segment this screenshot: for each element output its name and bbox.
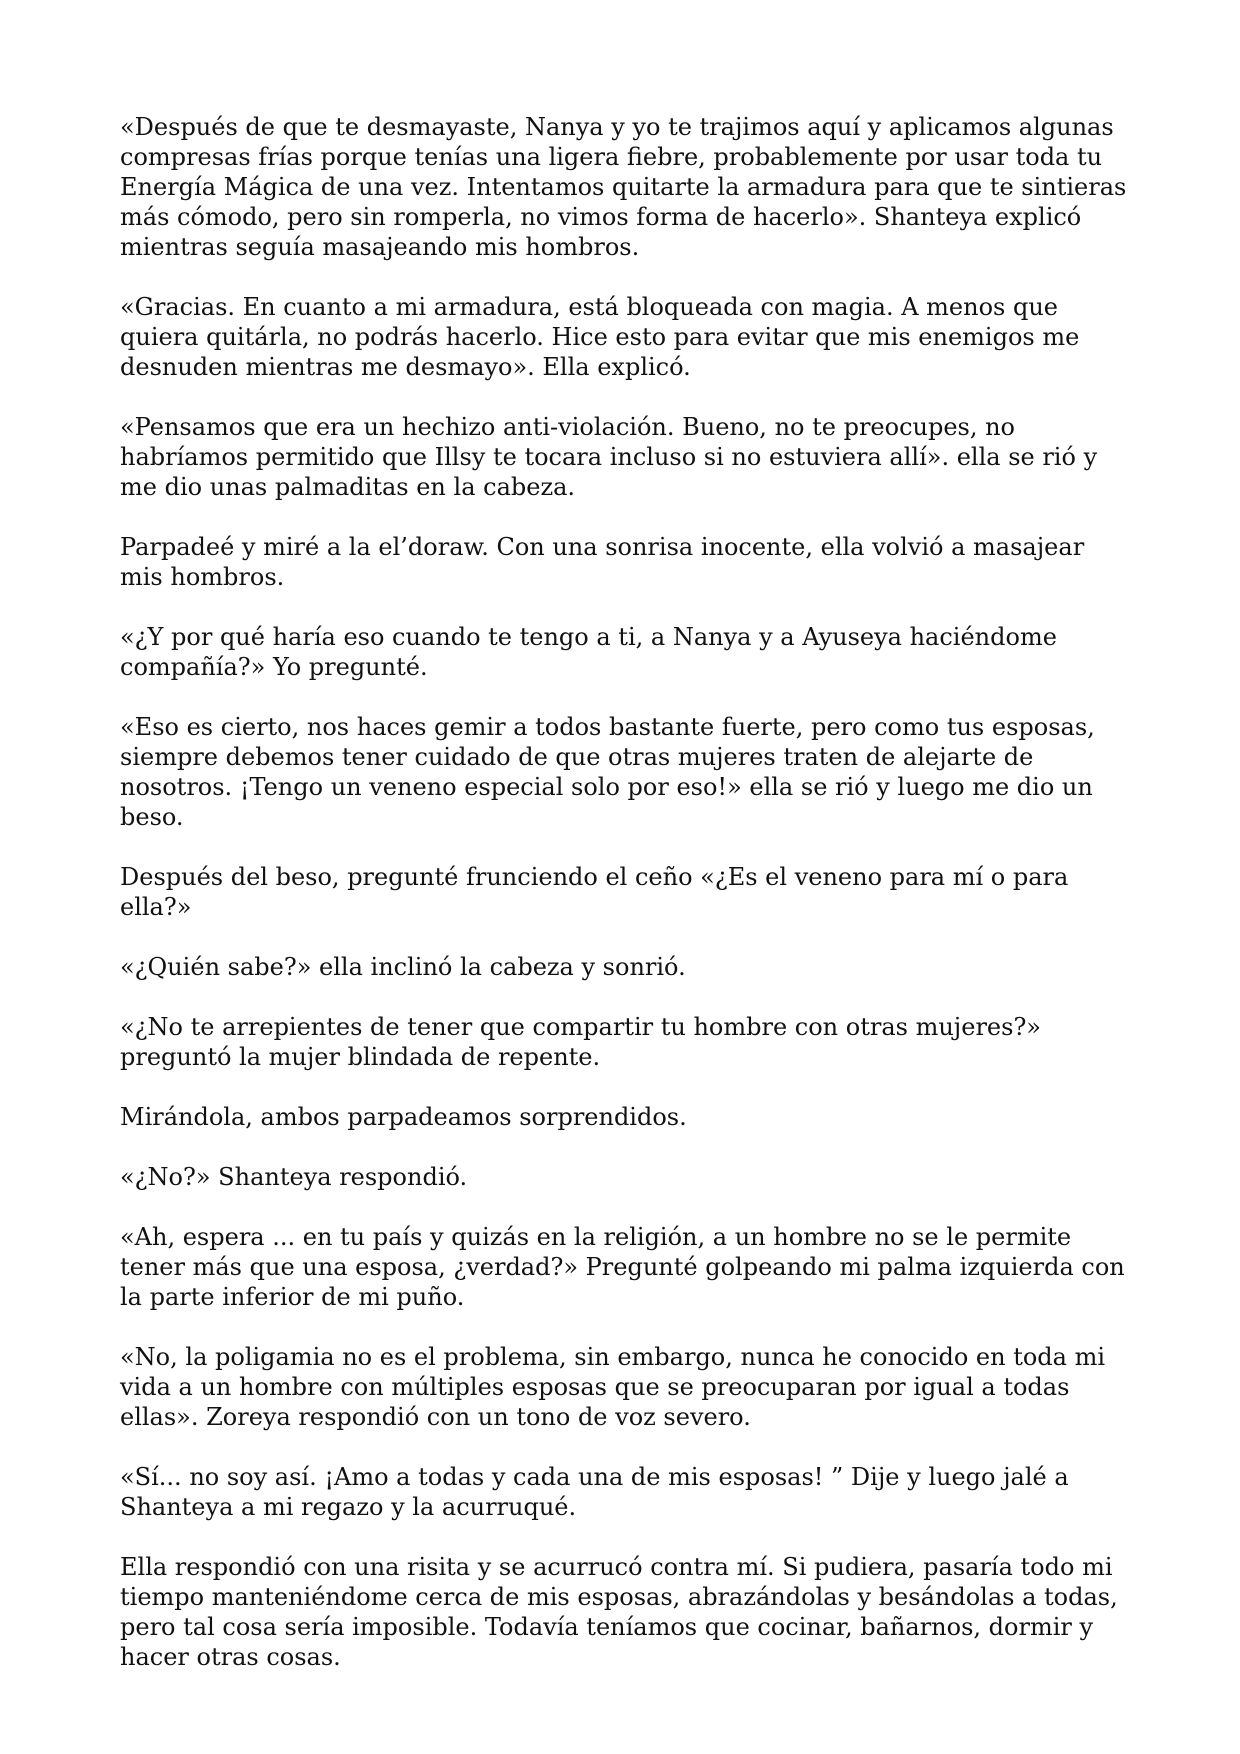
paragraph: «¿No?» Shanteya respondió.	[120, 1163, 468, 1191]
paragraph: Después del beso, pregunté frunciendo el ceño «¿Es el veneno para mí o para ella?»	[120, 863, 1069, 921]
paragraph: «¿Y por qué haría eso cuando te tengo a ti, a Nanya y a Ayuseya haciéndome compañía?» Yo pregunté.	[120, 623, 1057, 681]
paragraph: «Ah, espera ... en tu país y quizás en la religión, a un hombre no se le permite tener más que una esposa, ¿verdad?» Pregunté golpeando mi palma izquierda con la parte inferior de mi puño.	[120, 1223, 1125, 1311]
paragraph: Ella respondió con una risita y se acurrucó contra mí. Si pudiera, pasaría todo mi tiempo manteniéndome cerca de mis esposas, abrazándolas y besándolas a todas, pero tal cosa sería imposible. Todavía teníamos que cocinar, bañarnos, dormir y hacer otras cosas.	[120, 1553, 1118, 1671]
paragraph: Mirándola, ambos parpadeamos sorprendidos.	[120, 1103, 687, 1131]
paragraph: «¿Quién sabe?» ella inclinó la cabeza y sonrió.	[120, 953, 686, 981]
paragraph: Parpadeé y miré a la el’doraw. Con una sonrisa inocente, ella volvió a masajear mis hombros.	[120, 533, 1085, 591]
paragraph: «Después de que te desmayaste, Nanya y yo te trajimos aquí y aplicamos algunas compresas frías porque tenías una ligera fiebre, probablemente por usar toda tu Energía Mágica de una vez. Intentamos quitarte la armadura para que te sintieras más cómodo, pero sin romperla, no vimos forma de hacerlo». Shanteya explicó mientras seguía masajeando mis hombros.	[120, 113, 1127, 261]
paragraph: «Sí... no soy así. ¡Amo a todas y cada una de mis esposas! ” Dije y luego jalé a Shanteya a mi regazo y la acurruqué.	[120, 1463, 1069, 1521]
paragraph: «Pensamos que era un hechizo anti-violación. Bueno, no te preocupes, no habríamos permitido que Illsy te tocara incluso si no estuviera allí». ella se rió y me dio unas palmaditas en la cabeza.	[120, 413, 1098, 501]
paragraph: «Gracias. En cuanto a mi armadura, está bloqueada con magia. A menos que quiera quitárla, no podrás hacerlo. Hice esto para evitar que mis enemigos me desnuden mientras me desmayo». Ella explicó.	[120, 293, 1080, 381]
paragraph: «Eso es cierto, nos haces gemir a todos bastante fuerte, pero como tus esposas, siempre debemos tener cuidado de que otras mujeres traten de alejarte de nosotros. ¡Tengo un veneno especial solo por eso!» ella se rió y luego me dio un beso.	[120, 713, 1095, 831]
paragraph: «No, la poligamia no es el problema, sin embargo, nunca he conocido en toda mi vida a un hombre con múltiples esposas que se preocuparan por igual a todas ellas». Zoreya respondió con un tono de voz severo.	[120, 1343, 1106, 1431]
paragraph: «¿No te arrepientes de tener que compartir tu hombre con otras mujeres?» preguntó la mujer blindada de repente.	[120, 1013, 1041, 1071]
document-body	[120, 112, 1130, 1702]
